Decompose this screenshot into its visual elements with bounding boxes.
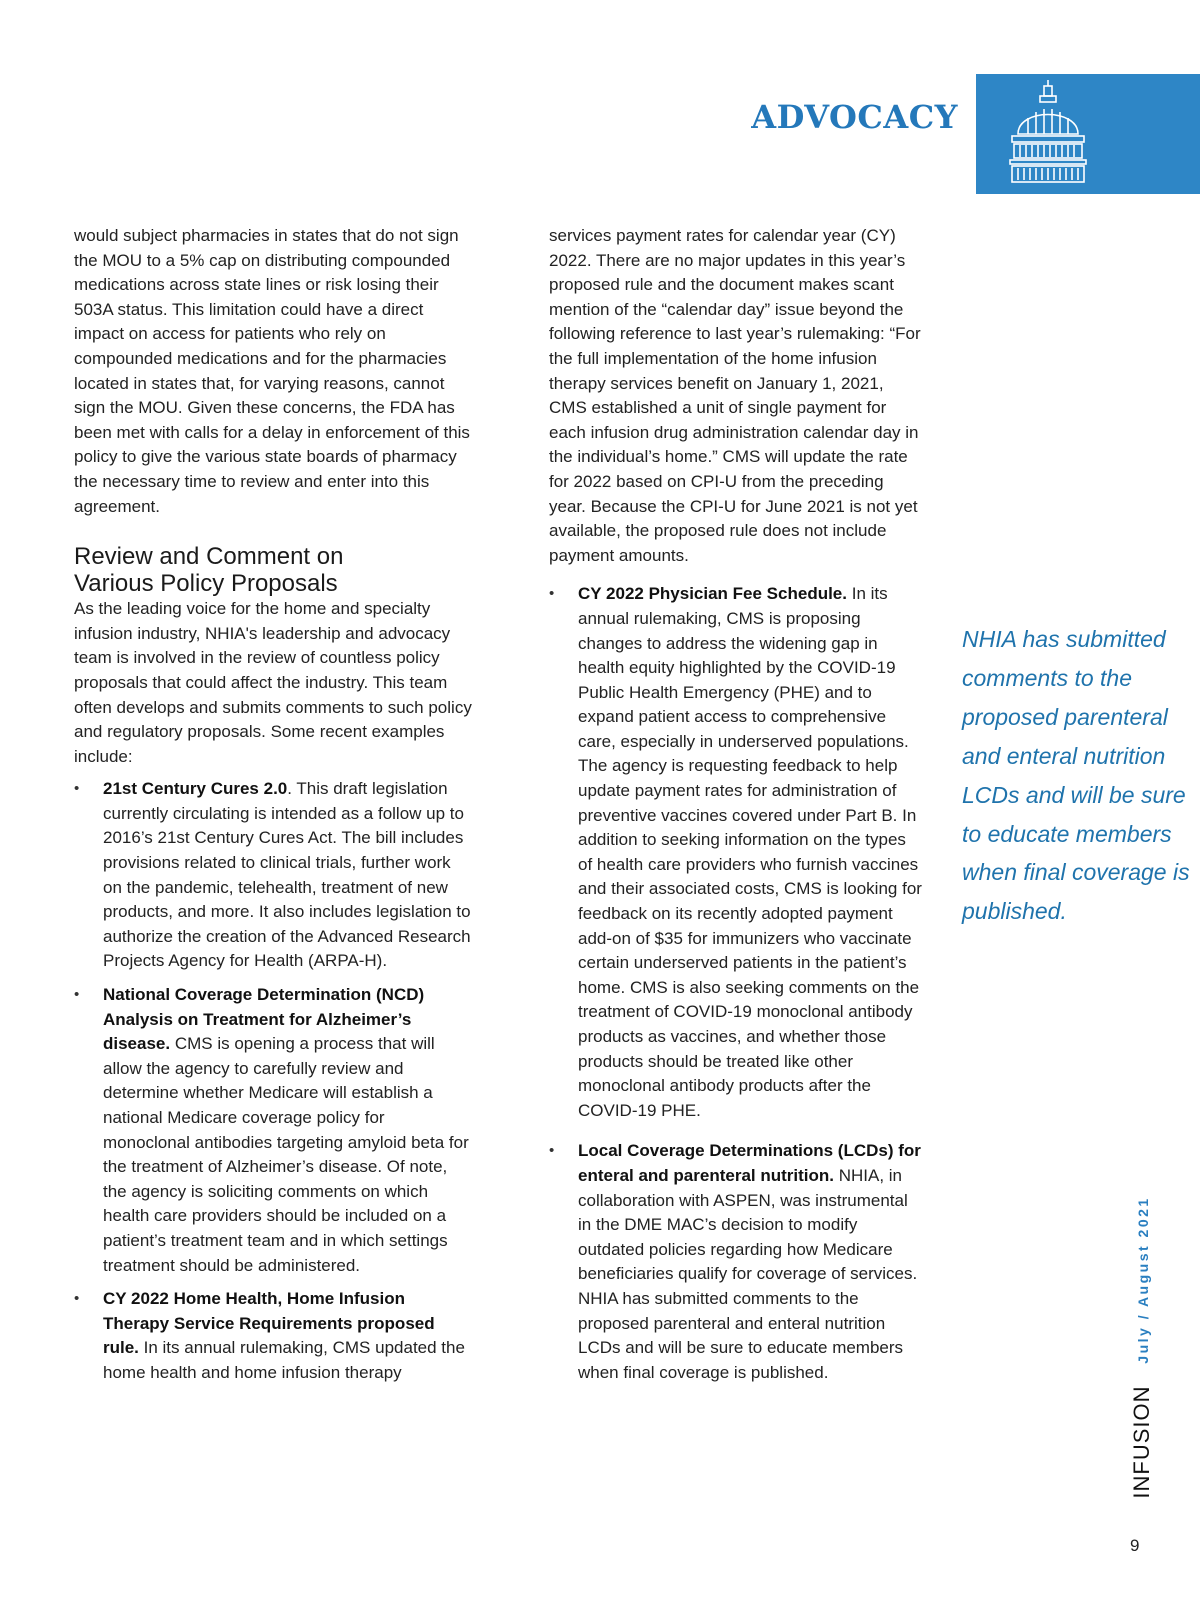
section-heading-line-2: Various Policy Proposals [74, 570, 338, 598]
article-column-left [74, 224, 474, 1395]
list-item-text: . This draft legislation currently circulating is intended as a follow up to 2016’s 21st Century Cures Act. The bill includes provisions related to clinical trials, further work on the pandemic, telehealth, treatment of new products, and more. It also includes legislation to authorize the creation of the Advanced Research Projects Agency for Health (ARPA-H). [103, 779, 471, 971]
page-number: 9 [1130, 1536, 1140, 1555]
list-item-title: CY 2022 Home Health, Home Infusion Therapy Service Requirements proposed rule. [103, 1289, 435, 1358]
list-item-text: CMS is opening a process that will allow the agency to carefully review and determine whether Medicare will establish a national Medicare coverage policy for monoclonal antibodies targeting amyloid beta for the treatment of Alzheimer’s disease. Of note, the agency is soliciting comments on which health care providers should be included on a patient’s treatment team and in which settings treatment should be administered. [103, 1034, 469, 1275]
section-heading [74, 543, 474, 597]
list-item [74, 1287, 474, 1385]
publication-logo-text: INFUSION [1129, 1385, 1154, 1499]
list-item [549, 1139, 924, 1385]
intro-paragraph: would subject pharmacies in states that do not sign the MOU to a 5% cap on distributing compounded medications across state lines or risk losing their 503A status. This limitation could have a direct impact on access for patients who rely on compounded medications and for the pharmacies located in states that, for varying reasons, cannot sign the MOU. Given these concerns, the FDA has been met with calls for a delay in enforcement of this policy to give the various state boards of pharmacy the necessary time to review and enter into this agreement. [74, 226, 470, 516]
list-item-title: National Coverage Determination (NCD) Analysis on Treatment for Alzheimer’s disease. [103, 985, 425, 1054]
list-item-title: Local Coverage Determinations (LCDs) for enteral and parenteral nutrition. [578, 1141, 921, 1185]
article-column-middle [549, 224, 924, 1394]
header-banner [976, 74, 1200, 194]
list-item-title: CY 2022 Physician Fee Schedule. [578, 584, 847, 604]
section-body: As the leading voice for the home and specialty infusion industry, NHIA's leadership and advocacy team is involved in the review of countless policy proposals that could affect the industry. This team often develops and submits comments to such policy and regulatory proposals. Some recent examples include: [74, 599, 472, 766]
list-item [74, 983, 474, 1278]
policy-list-right [549, 582, 924, 1385]
list-item-text: NHIA, in collaboration with ASPEN, was instrumental in the DME MAC’s decision to modify outdated policies regarding how Medicare beneficiaries qualify for coverage of services. NHIA has submitted comments to the proposed parenteral and enteral nutrition LCDs and will be sure to educate members when final coverage is published. [578, 1165, 918, 1382]
list-item [549, 582, 924, 1123]
issue-date-text: July / August 2021 [1135, 1196, 1151, 1364]
list-item-text: In its annual rulemaking, CMS is proposing changes to address the widening gap in health equity highlighted by the COVID-19 Public Health Emergency (PHE) and to expand patient access to comprehensive care, especially in underserved populations. The agency is requesting feedback to help update payment rates for administration of preventive vaccines covered under Part B. In addition to seeking information on the types of health care providers who furnish vaccines and their associated costs, CMS is looking for feedback on its recently adopted payment add-on of $35 for immunizers who vaccinate certain underserved patients in the patient’s home. CMS is also seeking comments on the treatment of COVID-19 monoclonal antibody products as vaccines, and whether those products should be treated like other monoclonal antibody products after the COVID-19 PHE. [578, 584, 922, 1120]
capitol-dome-icon [1006, 78, 1090, 190]
continuation-paragraph: services payment rates for calendar year (CY) 2022. There are no major updates in this year’s proposed rule and the document makes scant mention of the “calendar day” issue beyond the following reference to last year’s rulemaking: “For the full implementation of the home infusion therapy services benefit on January 1, 2021, CMS established a unit of single payment for each infusion drug administration calendar day in the individual’s home.” CMS will update the rate for 2022 based on CPI-U from the preceding year. Because the CPI-U for June 2021 is not yet available, the proposed rule does not include payment amounts. [549, 226, 921, 565]
policy-list-left [74, 777, 474, 1385]
list-item-text: In its annual rulemaking, CMS updated the home health and home infusion therapy [103, 1338, 465, 1382]
issue-date [1128, 1192, 1158, 1368]
list-item [74, 777, 474, 974]
section-heading-line-1: Review and Comment on [74, 543, 344, 571]
publication-logo [1122, 1385, 1162, 1499]
pull-quote: NHIA has submitted comments to the proposed parenteral and enteral nutrition LCDs and will be sure to educate members when final coverage is published. [962, 626, 1190, 925]
section-label: ADVOCACY [751, 98, 958, 136]
list-item-title: 21st Century Cures 2.0 [103, 779, 288, 799]
